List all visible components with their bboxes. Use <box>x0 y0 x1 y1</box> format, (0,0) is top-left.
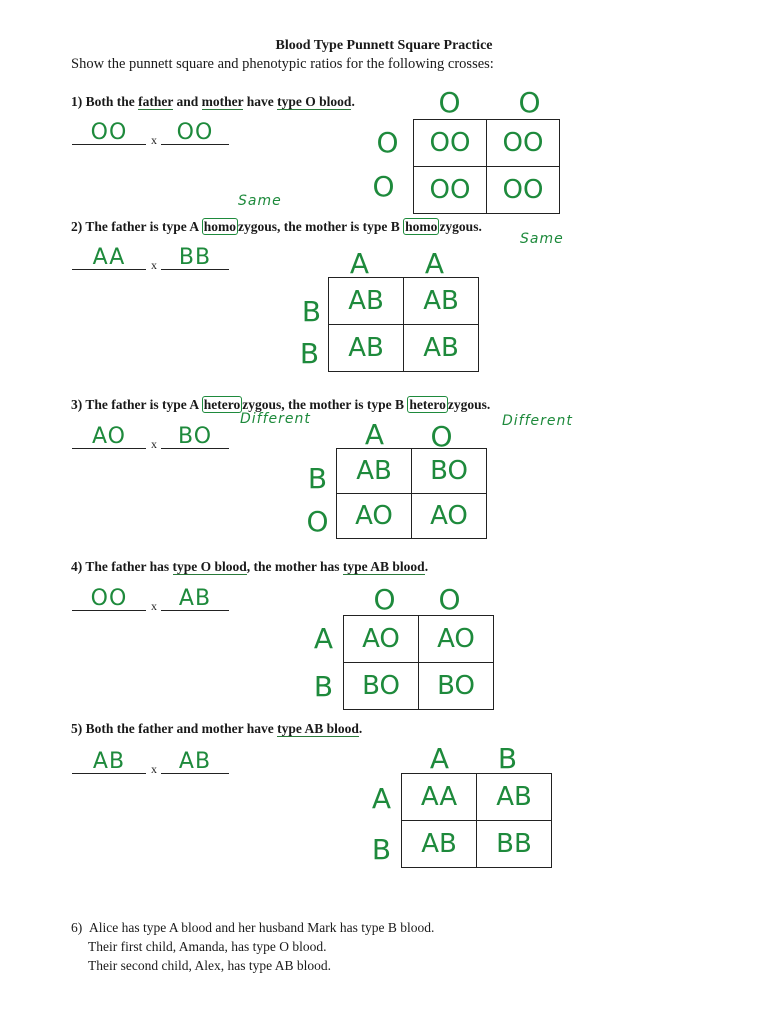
question-2: 2) The father is type A homo zygous, the mother is type B homo zygous. <box>71 219 482 234</box>
q1-cell: OO <box>487 167 560 214</box>
question-6: 6) Alice has type A blood and her husband Mark has type B blood. Their first child, Amanda, has type O blood. Their second child, Alex, has type AB blood. <box>71 920 435 973</box>
q5-mother-genotype[interactable]: AB <box>161 751 229 774</box>
q1-side-allele-2: O <box>372 170 396 203</box>
q3-side-allele-1: B <box>307 462 329 495</box>
q5-top-allele-1: A <box>429 742 451 775</box>
q3-cross-symbol: x <box>151 437 157 451</box>
q4-cell: AO <box>419 616 494 663</box>
q5-father-genotype[interactable]: AB <box>72 751 146 774</box>
q2-punnett-square <box>328 277 479 372</box>
q4-side-allele-1: A <box>313 622 335 655</box>
q4-side-allele-2: B <box>313 670 335 703</box>
q3-father-genotype[interactable]: AO <box>72 426 146 449</box>
q5-side-allele-1: A <box>371 782 393 815</box>
q1-father-genotype[interactable]: OO <box>72 122 146 145</box>
q4-cell: BO <box>344 663 419 710</box>
question-3: 3) The father is type A hetero zygous, the mother is type B hetero zygous. <box>71 397 491 412</box>
q3-cell: AO <box>412 494 487 539</box>
q5-cross-symbol: x <box>151 762 157 776</box>
q3-note-different-2: Different <box>502 413 573 429</box>
q3-note-different-1: Different <box>240 411 311 427</box>
page-subtitle: Show the punnett square and phenotypic ratios for the following crosses: <box>71 56 494 72</box>
q3-punnett-square <box>336 448 487 539</box>
q1-top-allele-1: O <box>438 86 462 119</box>
page-title: Blood Type Punnett Square Practice <box>275 38 493 53</box>
q1-side-allele-1: O <box>376 126 400 159</box>
q5-punnett-square <box>401 773 552 868</box>
q1-punnett-square <box>413 119 560 214</box>
q3-cell: AB <box>337 449 412 494</box>
q2-note-same-2: Same <box>520 231 564 247</box>
q2-cell: AB <box>404 325 479 372</box>
q5-cell: AB <box>402 821 477 868</box>
q5-top-allele-2: B <box>497 742 519 775</box>
q4-cell: BO <box>419 663 494 710</box>
q1-cell: OO <box>487 120 560 167</box>
q2-mother-genotype[interactable]: BB <box>161 247 229 270</box>
q1-top-allele-2: O <box>518 86 542 119</box>
question-5: 5) Both the father and mother have type AB blood. <box>71 721 363 736</box>
q2-cell: AB <box>329 325 404 372</box>
q4-top-allele-2: O <box>438 583 462 616</box>
question-4: 4) The father has type O blood, the mother has type AB blood. <box>71 559 429 574</box>
q4-mother-genotype[interactable]: AB <box>161 588 229 611</box>
q4-cell: AO <box>344 616 419 663</box>
q4-punnett-square <box>343 615 494 710</box>
q2-side-allele-1: B <box>301 295 323 328</box>
q4-father-genotype[interactable]: OO <box>72 588 146 611</box>
q2-cross-symbol: x <box>151 258 157 272</box>
q1-mother-genotype[interactable]: OO <box>161 122 229 145</box>
q1-cross-symbol: x <box>151 133 157 147</box>
q2-cell: AB <box>329 278 404 325</box>
q1-cell: OO <box>414 120 487 167</box>
q3-side-allele-2: O <box>306 505 330 538</box>
q2-top-allele-1: A <box>349 247 371 280</box>
q2-side-allele-2: B <box>299 337 321 370</box>
q2-note-same-1: Same <box>238 193 282 209</box>
q3-cell: AO <box>337 494 412 539</box>
q2-top-allele-2: A <box>424 247 446 280</box>
q1-cell: OO <box>414 167 487 214</box>
q5-cell: AB <box>477 774 552 821</box>
q3-mother-genotype[interactable]: BO <box>161 426 229 449</box>
q2-father-genotype[interactable]: AA <box>72 247 146 270</box>
q5-side-allele-2: B <box>371 833 393 866</box>
q3-top-allele-1: A <box>364 418 386 451</box>
q3-top-allele-2: O <box>430 420 454 453</box>
q4-cross-symbol: x <box>151 599 157 613</box>
question-1: 1) Both the father and mother have type O blood. <box>71 94 355 109</box>
q5-cell: BB <box>477 821 552 868</box>
q3-cell: BO <box>412 449 487 494</box>
q2-cell: AB <box>404 278 479 325</box>
q4-top-allele-1: O <box>373 583 397 616</box>
q5-cell: AA <box>402 774 477 821</box>
